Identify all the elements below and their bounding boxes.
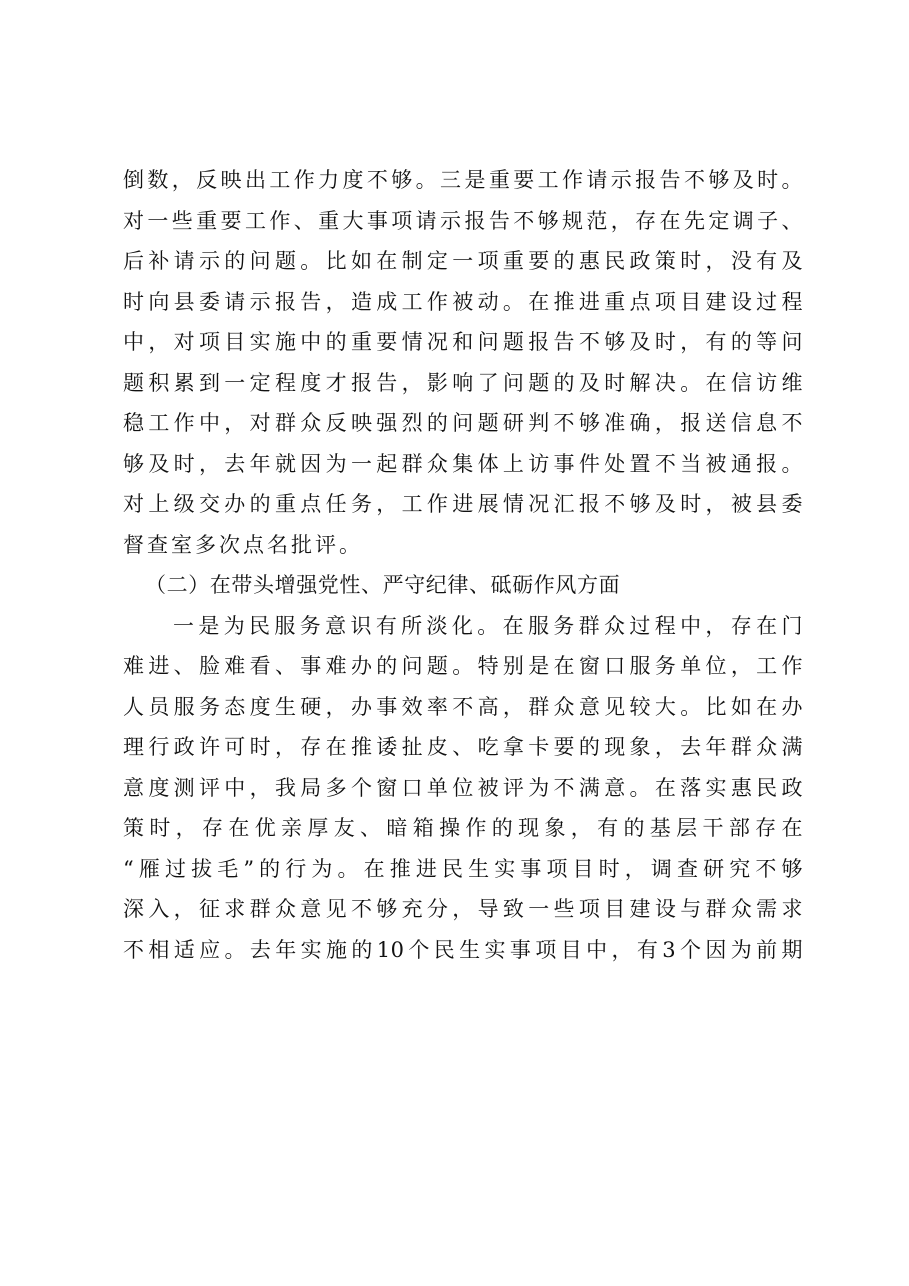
text-line: 理行政许可时，存在推诿扯皮、吃拿卡要的现象，去年群众满 (123, 735, 803, 759)
text-line: “雁过拔毛”的行为。在推进民生实事项目时，调查研究不够 (123, 856, 803, 881)
text-line: 一是为民服务意识有所淡化。在服务群众过程中，存在门 (173, 613, 803, 638)
text-line: 深入，征求群众意见不够充分，导致一些项目建设与群众需求 (123, 897, 803, 921)
text-line: 够及时，去年就因为一起群众集体上访事件处置不当被通报。 (123, 451, 803, 476)
text-line: 后补请示的问题。比如在制定一项重要的惠民政策时，没有及 (123, 249, 803, 273)
text-line: 策时，存在优亲厚友、暗箱操作的现象，有的基层干部存在 (123, 816, 803, 840)
text-line: 人员服务态度生硬，办事效率不高，群众意见较大。比如在办 (123, 694, 803, 719)
text-line: 题积累到一定程度才报告，影响了问题的及时解决。在信访维 (123, 370, 803, 395)
text-line: 稳工作中，对群众反映强烈的问题研判不够准确，报送信息不 (123, 411, 803, 435)
text-line: 时向县委请示报告，造成工作被动。在推进重点项目建设过程 (123, 289, 803, 314)
paragraph-report-issues (123, 160, 803, 565)
text-line: 难进、脸难看、事难办的问题。特别是在窗口服务单位，工作 (123, 654, 803, 678)
text-line: 意度测评中，我局多个窗口单位被评为不满意。在落实惠民政 (123, 775, 803, 800)
text-line: 不相适应。去年实施的10个民生实事项目中，有3个因为前期 (123, 937, 803, 962)
text-line: 督查室多次点名批评。 (123, 532, 363, 557)
section-heading: （二）在带头增强党性、严守纪律、砥砺作风方面 (145, 573, 621, 597)
text-line: 对上级交办的重点任务，工作进展情况汇报不够及时，被县委 (123, 492, 803, 516)
paragraph-service-awareness (123, 606, 803, 971)
text-line: 倒数，反映出工作力度不够。三是重要工作请示报告不够及时。 (123, 168, 803, 192)
text-line: 对一些重要工作、重大事项请示报告不够规范，存在先定调子、 (123, 208, 803, 233)
document-body (123, 160, 803, 970)
text-line: 中，对项目实施中的重要情况和问题报告不够及时，有的等问 (123, 330, 803, 354)
